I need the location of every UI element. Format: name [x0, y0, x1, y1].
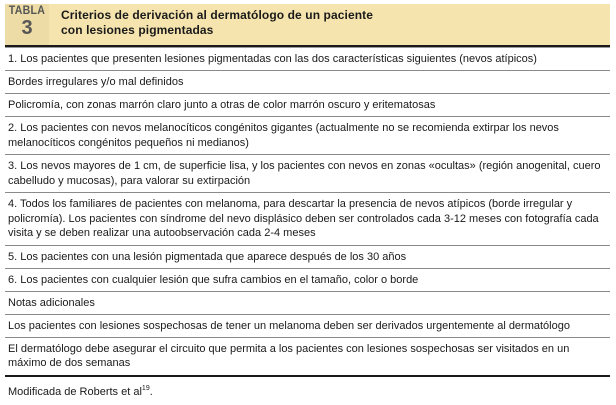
- table-row-notes-heading: Notas adicionales: [5, 292, 610, 315]
- table-source-note: [8, 385, 153, 399]
- table-row: 1. Los pacientes que presenten lesiones pigmentadas con las dos características siguientes (nevos atípicos): [5, 48, 610, 71]
- table-row: 5. Los pacientes con una lesión pigmentada que aparece después de los 30 años: [5, 246, 610, 269]
- source-reference: 19: [141, 385, 150, 392]
- source-end: .: [149, 386, 153, 398]
- table-body: [5, 47, 610, 377]
- table-title: [49, 4, 610, 45]
- table-row: El dermatólogo debe asegurar el circuito que permita a los pacientes con lesiones sospechosas ser visitados en un máximo de dos semanas: [5, 338, 610, 377]
- table-row: Policromía, con zonas marrón claro junto a otras de color marrón oscuro y eritematosas: [5, 94, 610, 117]
- table-title-line-2: con lesiones pigmentadas: [61, 23, 214, 37]
- table-row: 3. Los nevos mayores de 1 cm, de superficie lisa, y los pacientes con nevos en zonas «ocultas» (región anogenital, cuero cabelludo y mucosas), para valorar su extirpación: [5, 155, 610, 193]
- source-text: Modificada de Roberts et al: [8, 386, 142, 398]
- table-row: Los pacientes con lesiones sospechosas de tener un melanoma deben ser derivados urgentemente al dermatólogo: [5, 315, 610, 338]
- table-row: 6. Los pacientes con cualquier lesión que sufra cambios en el tamaño, color o borde: [5, 269, 610, 292]
- criteria-table: [5, 4, 610, 377]
- table-row: 4. Todos los familiares de pacientes con melanoma, para descartar la presencia de nevos atípicos (borde irregular y policromía). Los pacientes con síndrome del nevo displásico deben ser controlados cada 3-12 meses con fotografía cada visita y se deben realizar una autoobservación cada 2-4 meses: [5, 193, 610, 246]
- table-badge-label: TABLA: [8, 5, 46, 17]
- table-row: 2. Los pacientes con nevos melanocíticos congénitos gigantes (actualmente no se recomienda extirpar los nevos melanocíticos congénitos pequeños ni medianos): [5, 117, 610, 155]
- table-row: Bordes irregulares y/o mal definidos: [5, 71, 610, 94]
- table-header: [5, 4, 610, 47]
- table-badge: [5, 4, 49, 45]
- table-title-line-1: Criterios de derivación al dermatólogo de un paciente: [61, 8, 374, 22]
- table-badge-number: 3: [21, 17, 33, 39]
